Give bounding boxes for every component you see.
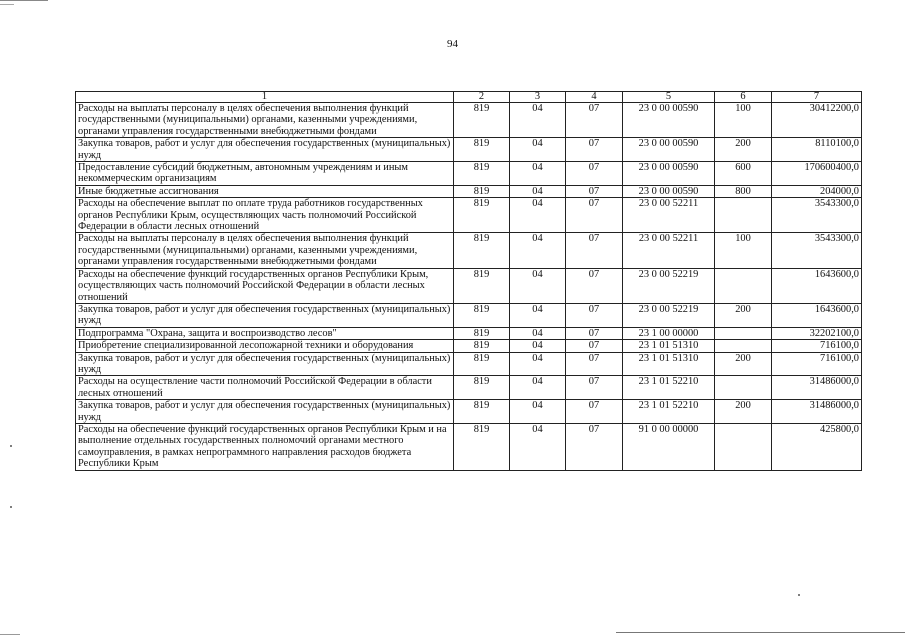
amount: 1643600,0 xyxy=(772,303,862,327)
section-code: 04 xyxy=(510,162,566,186)
ministry-code: 819 xyxy=(454,138,510,162)
row-name: Расходы на осуществление части полномочий Российской Федерации в области лесных отношений xyxy=(76,376,454,400)
column-header: 4 xyxy=(566,92,623,103)
ministry-code: 819 xyxy=(454,303,510,327)
scan-speck xyxy=(798,594,800,596)
section-code: 04 xyxy=(510,327,566,339)
amount: 716100,0 xyxy=(772,340,862,352)
amount: 1643600,0 xyxy=(772,268,862,303)
table-row xyxy=(76,303,862,327)
amount: 716100,0 xyxy=(772,352,862,376)
column-header: 6 xyxy=(715,92,772,103)
column-header: 3 xyxy=(510,92,566,103)
expense-type-code: 800 xyxy=(715,185,772,197)
ministry-code: 819 xyxy=(454,185,510,197)
amount: 30412200,0 xyxy=(772,103,862,138)
ministry-code: 819 xyxy=(454,400,510,424)
target-article-code: 23 0 00 00590 xyxy=(623,138,715,162)
expense-type-code: 200 xyxy=(715,303,772,327)
amount: 8110100,0 xyxy=(772,138,862,162)
table-row xyxy=(76,327,862,339)
table-row xyxy=(76,138,862,162)
scan-bottom-mark xyxy=(616,632,905,633)
amount: 204000,0 xyxy=(772,185,862,197)
expense-type-code: 600 xyxy=(715,162,772,186)
subsection-code: 07 xyxy=(566,376,623,400)
target-article-code: 23 1 01 51310 xyxy=(623,352,715,376)
row-name: Закупка товаров, работ и услуг для обеспечения государственных (муниципальных) нужд xyxy=(76,352,454,376)
section-code: 04 xyxy=(510,185,566,197)
page-number: 94 xyxy=(447,38,458,50)
row-name: Закупка товаров, работ и услуг для обеспечения государственных (муниципальных) нужд xyxy=(76,303,454,327)
expense-type-code: 100 xyxy=(715,103,772,138)
row-name: Закупка товаров, работ и услуг для обеспечения государственных (муниципальных) нужд xyxy=(76,400,454,424)
table-row xyxy=(76,423,862,470)
target-article-code: 23 0 00 52211 xyxy=(623,233,715,268)
table-row xyxy=(76,376,862,400)
target-article-code: 23 1 01 52210 xyxy=(623,376,715,400)
section-code: 04 xyxy=(510,423,566,470)
target-article-code: 23 0 00 52219 xyxy=(623,268,715,303)
ministry-code: 819 xyxy=(454,268,510,303)
table-row xyxy=(76,340,862,352)
target-article-code: 23 0 00 52219 xyxy=(623,303,715,327)
ministry-code: 819 xyxy=(454,162,510,186)
subsection-code: 07 xyxy=(566,198,623,233)
row-name: Подпрограмма "Охрана, защита и воспроизводство лесов" xyxy=(76,327,454,339)
expense-type-code: 100 xyxy=(715,233,772,268)
section-code: 04 xyxy=(510,268,566,303)
target-article-code: 23 1 00 00000 xyxy=(623,327,715,339)
row-name: Расходы на выплаты персоналу в целях обеспечения выполнения функций государственными (муниципальными) органами, казенными учреждениями, органами управления государственными внебюджетными фондами xyxy=(76,233,454,268)
subsection-code: 07 xyxy=(566,340,623,352)
amount: 425800,0 xyxy=(772,423,862,470)
ministry-code: 819 xyxy=(454,376,510,400)
budget-table xyxy=(75,91,862,471)
column-header: 5 xyxy=(623,92,715,103)
section-code: 04 xyxy=(510,303,566,327)
target-article-code: 23 0 00 00590 xyxy=(623,103,715,138)
section-code: 04 xyxy=(510,103,566,138)
expense-type-code: 200 xyxy=(715,400,772,424)
table-row xyxy=(76,198,862,233)
section-code: 04 xyxy=(510,138,566,162)
scan-top-mark xyxy=(0,4,14,5)
ministry-code: 819 xyxy=(454,340,510,352)
subsection-code: 07 xyxy=(566,400,623,424)
subsection-code: 07 xyxy=(566,138,623,162)
expense-type-code xyxy=(715,423,772,470)
expense-type-code xyxy=(715,340,772,352)
column-header: 1 xyxy=(76,92,454,103)
row-name: Приобретение специализированной лесопожарной техники и оборудования xyxy=(76,340,454,352)
row-name: Расходы на выплаты персоналу в целях обеспечения выполнения функций государственными (муниципальными) органами, казенными учреждениями, органами управления государственными внебюджетными фондами xyxy=(76,103,454,138)
section-code: 04 xyxy=(510,340,566,352)
column-header: 7 xyxy=(772,92,862,103)
ministry-code: 819 xyxy=(454,327,510,339)
section-code: 04 xyxy=(510,400,566,424)
row-name: Расходы на обеспечение функций государственных органов Республики Крым, осуществляющих часть полномочий Российской Федерации в области лесных отношений xyxy=(76,268,454,303)
table-row xyxy=(76,352,862,376)
column-header: 2 xyxy=(454,92,510,103)
row-name: Предоставление субсидий бюджетным, автономным учреждениям и иным некоммерческим организациям xyxy=(76,162,454,186)
scan-speck xyxy=(10,506,12,508)
table-row xyxy=(76,268,862,303)
amount: 32202100,0 xyxy=(772,327,862,339)
target-article-code: 91 0 00 00000 xyxy=(623,423,715,470)
section-code: 04 xyxy=(510,233,566,268)
row-name: Расходы на обеспечение выплат по оплате труда работников государственных органов Республики Крым, осуществляющих часть полномочий Российской Федерации в области лесных отношений xyxy=(76,198,454,233)
section-code: 04 xyxy=(510,376,566,400)
subsection-code: 07 xyxy=(566,423,623,470)
section-code: 04 xyxy=(510,352,566,376)
amount: 3543300,0 xyxy=(772,233,862,268)
amount: 3543300,0 xyxy=(772,198,862,233)
ministry-code: 819 xyxy=(454,352,510,376)
ministry-code: 819 xyxy=(454,198,510,233)
expense-type-code xyxy=(715,327,772,339)
ministry-code: 819 xyxy=(454,423,510,470)
row-name: Расходы на обеспечение функций государственных органов Республики Крым и на выполнение отдельных государственных полномочий органами местного самоуправления, в рамках непрограммного направления расходов бюджета Республики Крым xyxy=(76,423,454,470)
ministry-code: 819 xyxy=(454,103,510,138)
expense-type-code xyxy=(715,198,772,233)
table-row xyxy=(76,162,862,186)
target-article-code: 23 0 00 52211 xyxy=(623,198,715,233)
subsection-code: 07 xyxy=(566,103,623,138)
subsection-code: 07 xyxy=(566,233,623,268)
table-row xyxy=(76,103,862,138)
target-article-code: 23 1 01 51310 xyxy=(623,340,715,352)
expense-type-code: 200 xyxy=(715,352,772,376)
subsection-code: 07 xyxy=(566,352,623,376)
scan-top-mark xyxy=(0,0,48,1)
expense-type-code: 200 xyxy=(715,138,772,162)
amount: 31486000,0 xyxy=(772,376,862,400)
expense-type-code xyxy=(715,268,772,303)
target-article-code: 23 0 00 00590 xyxy=(623,185,715,197)
ministry-code: 819 xyxy=(454,233,510,268)
subsection-code: 07 xyxy=(566,185,623,197)
target-article-code: 23 0 00 00590 xyxy=(623,162,715,186)
scan-speck xyxy=(10,445,12,447)
table-row xyxy=(76,400,862,424)
subsection-code: 07 xyxy=(566,162,623,186)
row-name: Закупка товаров, работ и услуг для обеспечения государственных (муниципальных) нужд xyxy=(76,138,454,162)
row-name: Иные бюджетные ассигнования xyxy=(76,185,454,197)
amount: 31486000,0 xyxy=(772,400,862,424)
scan-bottom-mark xyxy=(0,634,20,635)
table-row xyxy=(76,185,862,197)
target-article-code: 23 1 01 52210 xyxy=(623,400,715,424)
amount: 170600400,0 xyxy=(772,162,862,186)
table-row xyxy=(76,233,862,268)
subsection-code: 07 xyxy=(566,327,623,339)
section-code: 04 xyxy=(510,198,566,233)
column-number-row xyxy=(76,92,862,103)
subsection-code: 07 xyxy=(566,268,623,303)
expense-type-code xyxy=(715,376,772,400)
subsection-code: 07 xyxy=(566,303,623,327)
